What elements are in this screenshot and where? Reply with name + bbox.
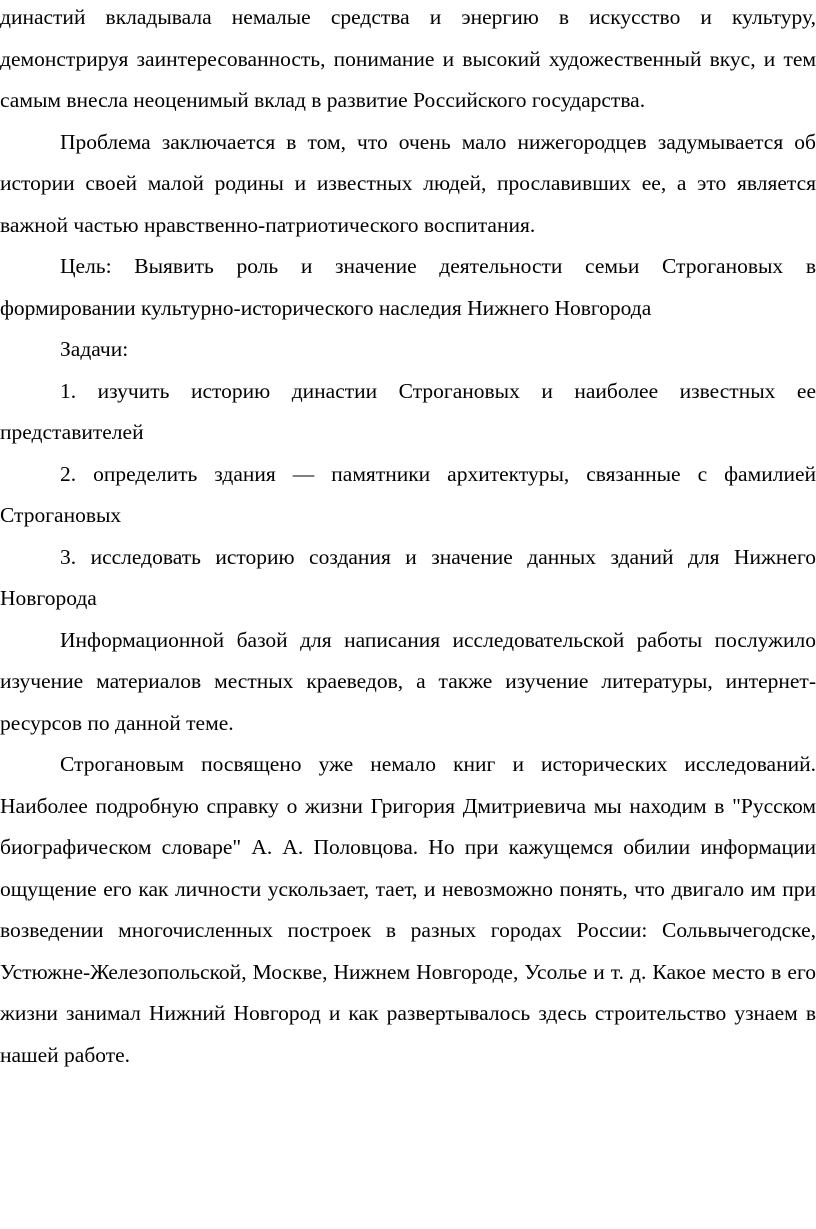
task-item-1: 1. изучить историю династии Строгановых и наиболее известных ее представителей: [0, 378, 816, 444]
paragraph-problem: Проблема заключается в том, что очень мало нижегородцев задумывается об истории своей малой родины и известных людей, прославивших ее, а это является важной частью нравственно-патриотического воспитания.: [0, 129, 816, 237]
paragraph-continuation: династий вкладывала немалые средства и энергию в искусство и культуру, демонстрируя заинтересованность, понимание и высокий художественный вкус, и тем самым внесла неоценимый вклад в развитие Российского государства.: [0, 5, 816, 112]
tasks-heading: Задачи:: [60, 337, 129, 361]
paragraph-info-base: Информационной базой для написания исследовательской работы послужило изучение материалов местных краеведов, а также изучение литературы, интернет-ресурсов по данной теме.: [0, 627, 816, 735]
task-item-2: 2. определить здания — памятники архитектуры, связанные с фамилией Строгановых: [0, 461, 816, 527]
paragraph-goal: Цель: Выявить роль и значение деятельности семьи Строгановых в формировании культурно-исторического наследия Нижнего Новгорода: [0, 254, 816, 320]
paragraph-literature: Строгановым посвящено уже немало книг и исторических исследований. Наиболее подробную справку о жизни Григория Дмитриевича мы находим в "Русском биографическом словаре" А. А. Половцова. Но при кажущемся обилии информации ощущение его как личности ускользает, тает, и невозможно понять, что двигало им при возведении многочисленных построек в разных городах России: Сольвычегодске, Устюжне-Железопольской, Москве, Нижнем Новгороде, Усолье и т. д. Какое место в его жизни занимал Нижний Новгород и как развертывалось здесь строительство узнаем в нашей работе.: [0, 752, 816, 1067]
task-item-3: 3. исследовать историю создания и значение данных зданий для Нижнего Новгорода: [0, 544, 816, 610]
